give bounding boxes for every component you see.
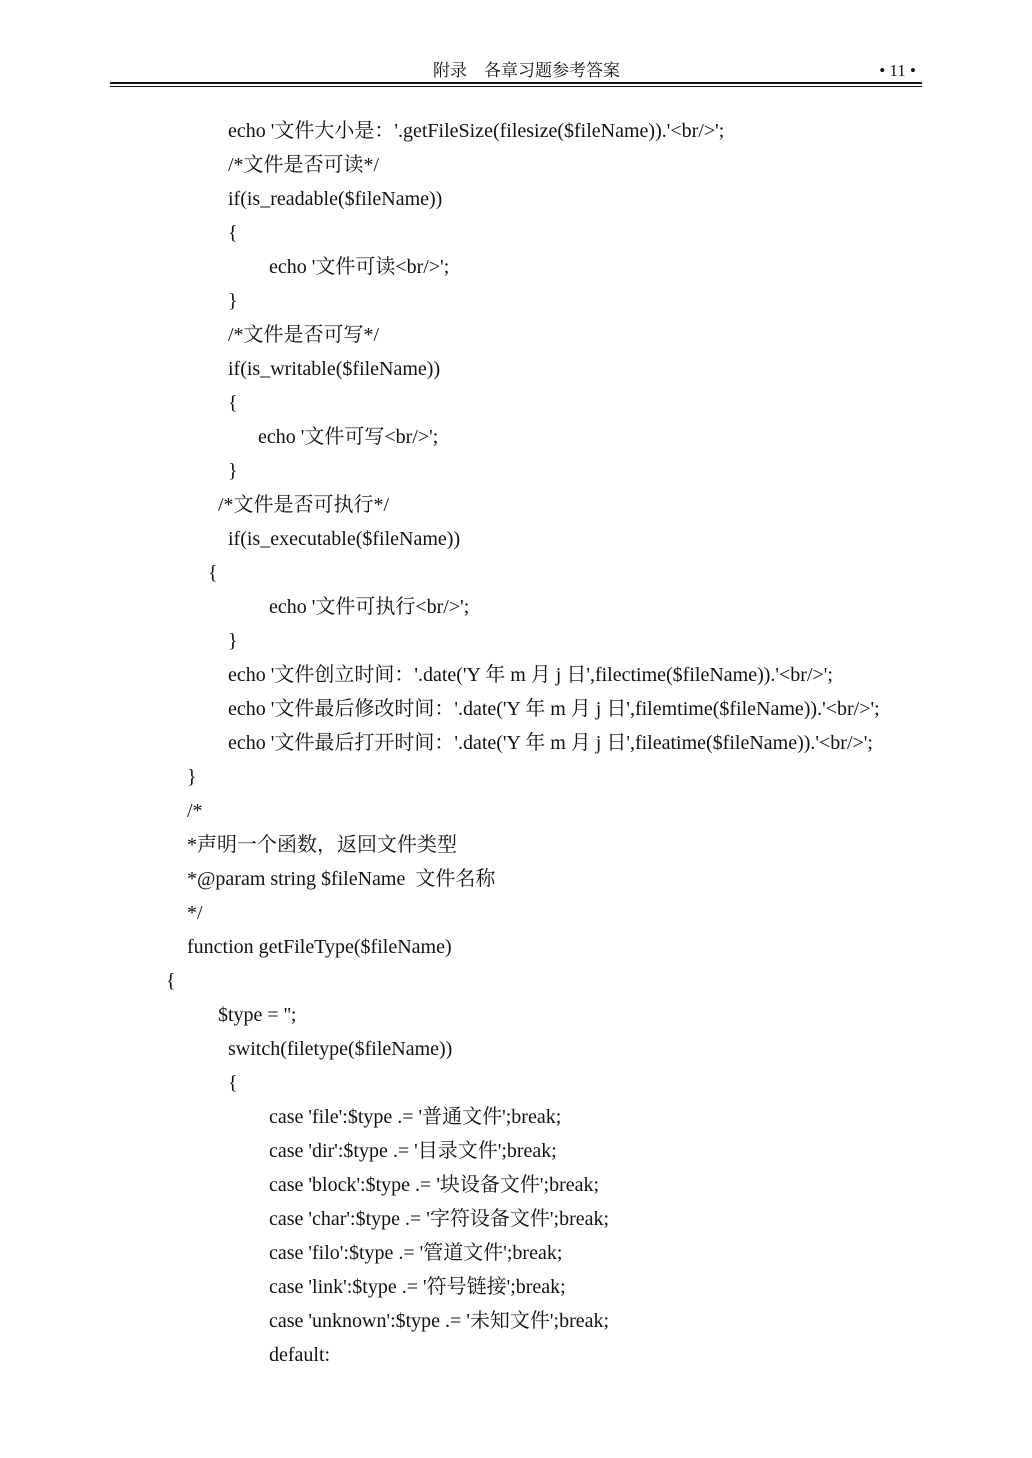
code-line: {: [208, 562, 218, 584]
code-line: case 'file':$type .= '普通文件';break;: [269, 1106, 562, 1128]
code-line: if(is_readable($fileName)): [228, 188, 443, 210]
code-line: {: [228, 392, 238, 414]
code-line: switch(filetype($fileName)): [228, 1038, 453, 1060]
code-line: echo '文件可执行<br/>';: [269, 596, 470, 618]
code-line: if(is_executable($fileName)): [228, 528, 461, 550]
running-header-title: 附录 各章习题参考答案: [433, 61, 620, 80]
code-line: case 'unknown':$type .= '未知文件';break;: [269, 1310, 610, 1332]
page-number: • 11 •: [879, 61, 916, 80]
code-line: function getFileType($fileName): [187, 936, 452, 958]
code-line: }: [228, 290, 238, 312]
code-line: echo '文件可读<br/>';: [269, 256, 450, 278]
code-line: }: [228, 460, 238, 482]
code-line: echo '文件创立时间：'.date('Y 年 m 月 j 日',filectime($fileName)).'<br/>';: [228, 664, 833, 686]
code-line: case 'char':$type .= '字符设备文件';break;: [269, 1208, 610, 1230]
code-line: {: [228, 222, 238, 244]
code-line: echo '文件最后修改时间：'.date('Y 年 m 月 j 日',filemtime($fileName)).'<br/>';: [228, 698, 880, 720]
code-line: echo '文件最后打开时间：'.date('Y 年 m 月 j 日',fileatime($fileName)).'<br/>';: [228, 732, 873, 754]
code-line: case 'block':$type .= '块设备文件';break;: [269, 1174, 600, 1196]
code-line: if(is_writable($fileName)): [228, 358, 441, 380]
code-line: case 'dir':$type .= '目录文件';break;: [269, 1140, 557, 1162]
code-line: /*文件是否可写*/: [228, 324, 380, 346]
code-line: {: [166, 970, 176, 992]
code-line: }: [187, 766, 197, 788]
code-line: *声明一个函数，返回文件类型: [187, 834, 457, 856]
code-line: case 'filo':$type .= '管道文件';break;: [269, 1242, 563, 1264]
code-line: echo '文件大小是：'.getFileSize(filesize($fileName)).'<br/>';: [228, 120, 725, 142]
code-line: /*文件是否可读*/: [228, 154, 380, 176]
code-line: case 'link':$type .= '符号链接';break;: [269, 1276, 566, 1298]
code-line: {: [228, 1072, 238, 1094]
code-line: default:: [269, 1344, 331, 1366]
code-line: */: [187, 902, 203, 924]
code-line: /*: [187, 800, 203, 822]
code-line: echo '文件可写<br/>';: [258, 426, 439, 448]
code-line: /*文件是否可执行*/: [218, 494, 390, 516]
code-line: *@param string $fileName 文件名称: [187, 868, 496, 890]
code-line: }: [228, 630, 238, 652]
code-line: $type = '';: [218, 1004, 297, 1026]
